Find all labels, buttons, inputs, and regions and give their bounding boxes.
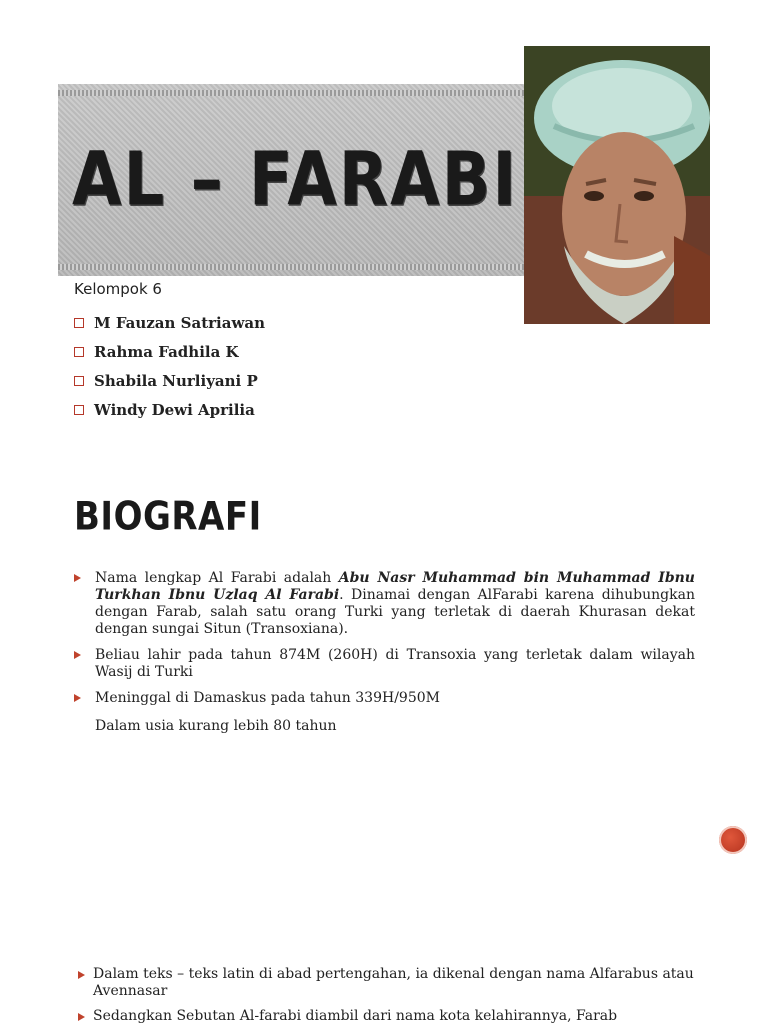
arrow-bullet-icon — [74, 694, 81, 702]
square-bullet-icon — [74, 376, 84, 386]
biography-item — [74, 570, 695, 638]
portrait-image — [524, 46, 710, 324]
member-name: Windy Dewi Aprilia — [94, 400, 255, 419]
biography-heading: BIOGRAFI — [74, 494, 262, 540]
biography-extra-line: Dalam usia kurang lebih 80 tahun — [95, 718, 337, 734]
biography-item — [74, 647, 695, 681]
member-item — [74, 366, 265, 395]
bottom-bullet-text: Sedangkan Sebutan Al-farabi diambil dari nama kota kelahirannya, Farab — [93, 1008, 618, 1024]
bottom-bullet-item — [78, 966, 698, 1000]
portrait-illustration — [524, 46, 710, 324]
bottom-bullet-text: Dalam teks – teks latin di abad pertengahan, ia dikenal dengan nama Alfarabus atau Avennasar — [93, 966, 694, 999]
arrow-bullet-icon — [78, 1013, 85, 1021]
member-name: Shabila Nurliyani P — [94, 371, 258, 390]
title-banner — [58, 84, 524, 276]
full-name-emphasis: Abu Nasr Muhammad bin Muhammad Ibnu Turkhan Ibnu Uzlaq Al Farabi — [95, 570, 695, 603]
bio-text-after: . Dinamai dengan AlFarabi karena dihubungkan dengan Farab, salah satu orang Turki yang terletak di daerah Khurasan dekat dengan sungai Situn (Transoxiana). — [95, 587, 695, 637]
bio-text: Meninggal di Damaskus pada tahun 339H/950M — [95, 690, 440, 706]
member-name: M Fauzan Satriawan — [94, 313, 265, 332]
square-bullet-icon — [74, 347, 84, 357]
red-circle-icon — [719, 826, 747, 854]
banner-top-stripe — [58, 90, 524, 96]
member-item — [74, 337, 265, 366]
bottom-bullet-list — [78, 966, 698, 1033]
square-bullet-icon — [74, 405, 84, 415]
member-item — [74, 395, 265, 424]
arrow-bullet-icon — [74, 574, 81, 582]
bottom-bullet-item — [78, 1008, 698, 1025]
square-bullet-icon — [74, 318, 84, 328]
member-item — [74, 308, 265, 337]
banner-bottom-stripe — [58, 264, 524, 270]
arrow-bullet-icon — [78, 971, 85, 979]
member-name: Rahma Fadhila K — [94, 342, 239, 361]
member-list — [74, 308, 265, 424]
bio-text: Beliau lahir pada tahun 874M (260H) di Transoxia yang terletak dalam wilayah Wasij di Turki — [95, 647, 695, 680]
arrow-bullet-icon — [74, 651, 81, 659]
biography-list — [74, 570, 695, 716]
biography-item — [74, 690, 695, 707]
group-label: Kelompok 6 — [74, 280, 162, 298]
bio-text-before: Nama lengkap Al Farabi adalah — [95, 570, 339, 586]
slide-title: AL – FARABI — [72, 138, 519, 224]
